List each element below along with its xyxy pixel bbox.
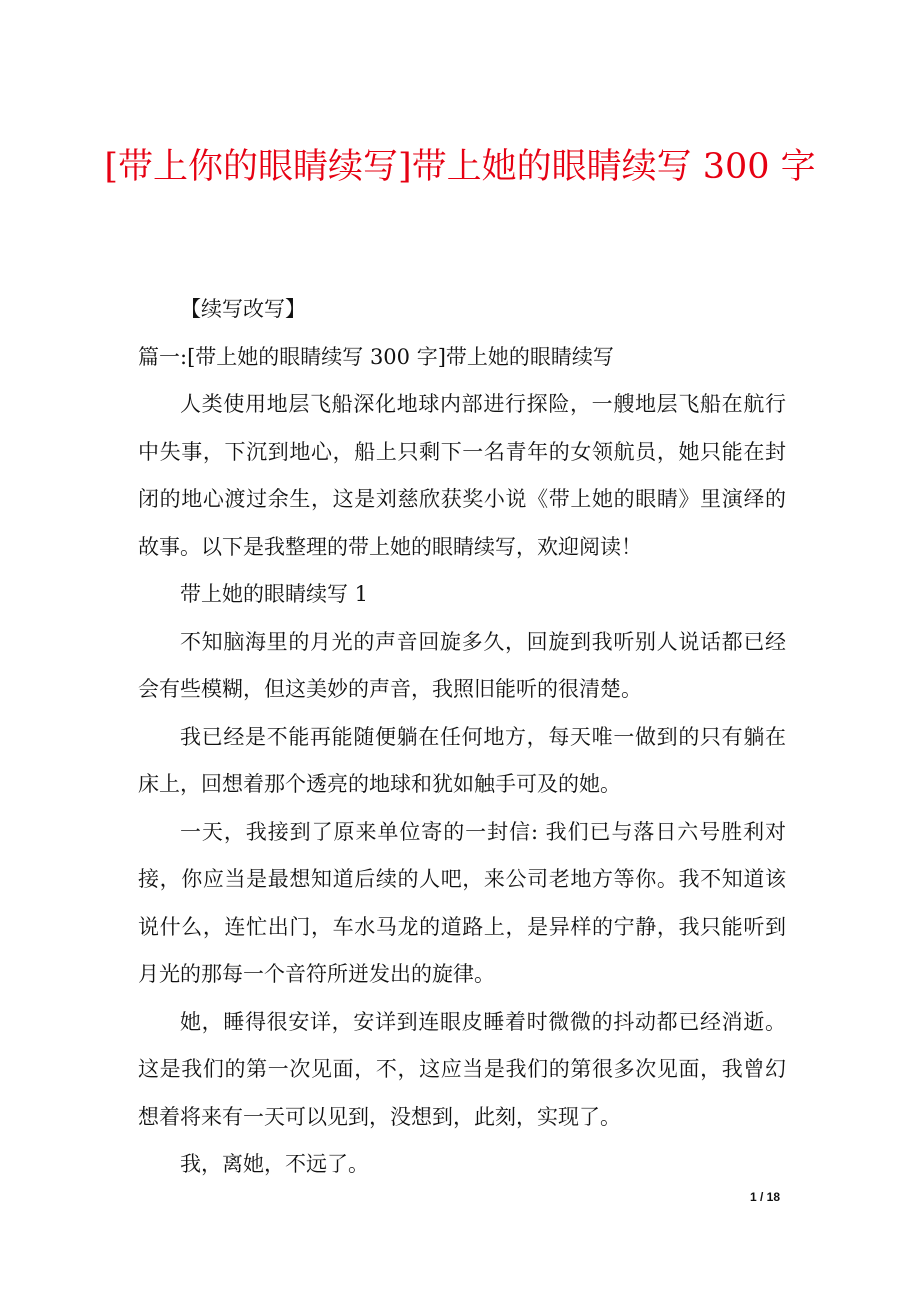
paragraph: 我，离她，不远了。 (180, 1152, 369, 1176)
paragraph: 一天，我接到了原来单位寄的一封信: 我们已与落日六号胜利对接，你应当是最想知道后续的人吧，来公司老地方等你。我不知道该说什么，连忙出门，车水马龙的道路上，是异样的宁静，我只能听到月光的那每一个音符所迸发出的旋律。 (138, 819, 786, 986)
page-title: [带上你的眼睛续写]带上她的眼睛续写 300 字 (104, 147, 816, 187)
document-body (138, 286, 786, 1189)
category-label: 【续写改写】 (180, 297, 306, 321)
section-subtitle: 篇一:[带上她的眼睛续写 300 字]带上她的眼睛续写 (138, 344, 614, 369)
paragraph: 她，睡得很安详，安详到连眼皮睡着时微微的抖动都已经消逝。这是我们的第一次见面，不，这应当是我们的第很多次见面，我曾幻想着将来有一天可以见到，没想到，此刻，实现了。 (138, 1009, 786, 1129)
paragraph: 我已经是不能再能随便躺在任何地方，每天唯一做到的只有躺在床上，回想着那个透亮的地球和犹如触手可及的她。 (138, 724, 786, 796)
page-number: 1 / 18 (749, 1190, 780, 1204)
paragraph: 不知脑海里的月光的声音回旋多久，回旋到我听别人说话都已经会有些模糊，但这美妙的声音，我照旧能听的很清楚。 (138, 629, 786, 701)
paragraph-intro: 人类使用地层飞船深化地球内部进行探险，一艘地层飞船在航行中失事，下沉到地心，船上只剩下一名青年的女领航员，她只能在封闭的地心渡过余生，这是刘慈欣获奖小说《带上她的眼睛》里演绎的故事。以下是我整理的带上她的眼睛续写，欢迎阅读！ (138, 392, 786, 559)
section-heading: 带上她的眼睛续写 1 (180, 582, 369, 606)
